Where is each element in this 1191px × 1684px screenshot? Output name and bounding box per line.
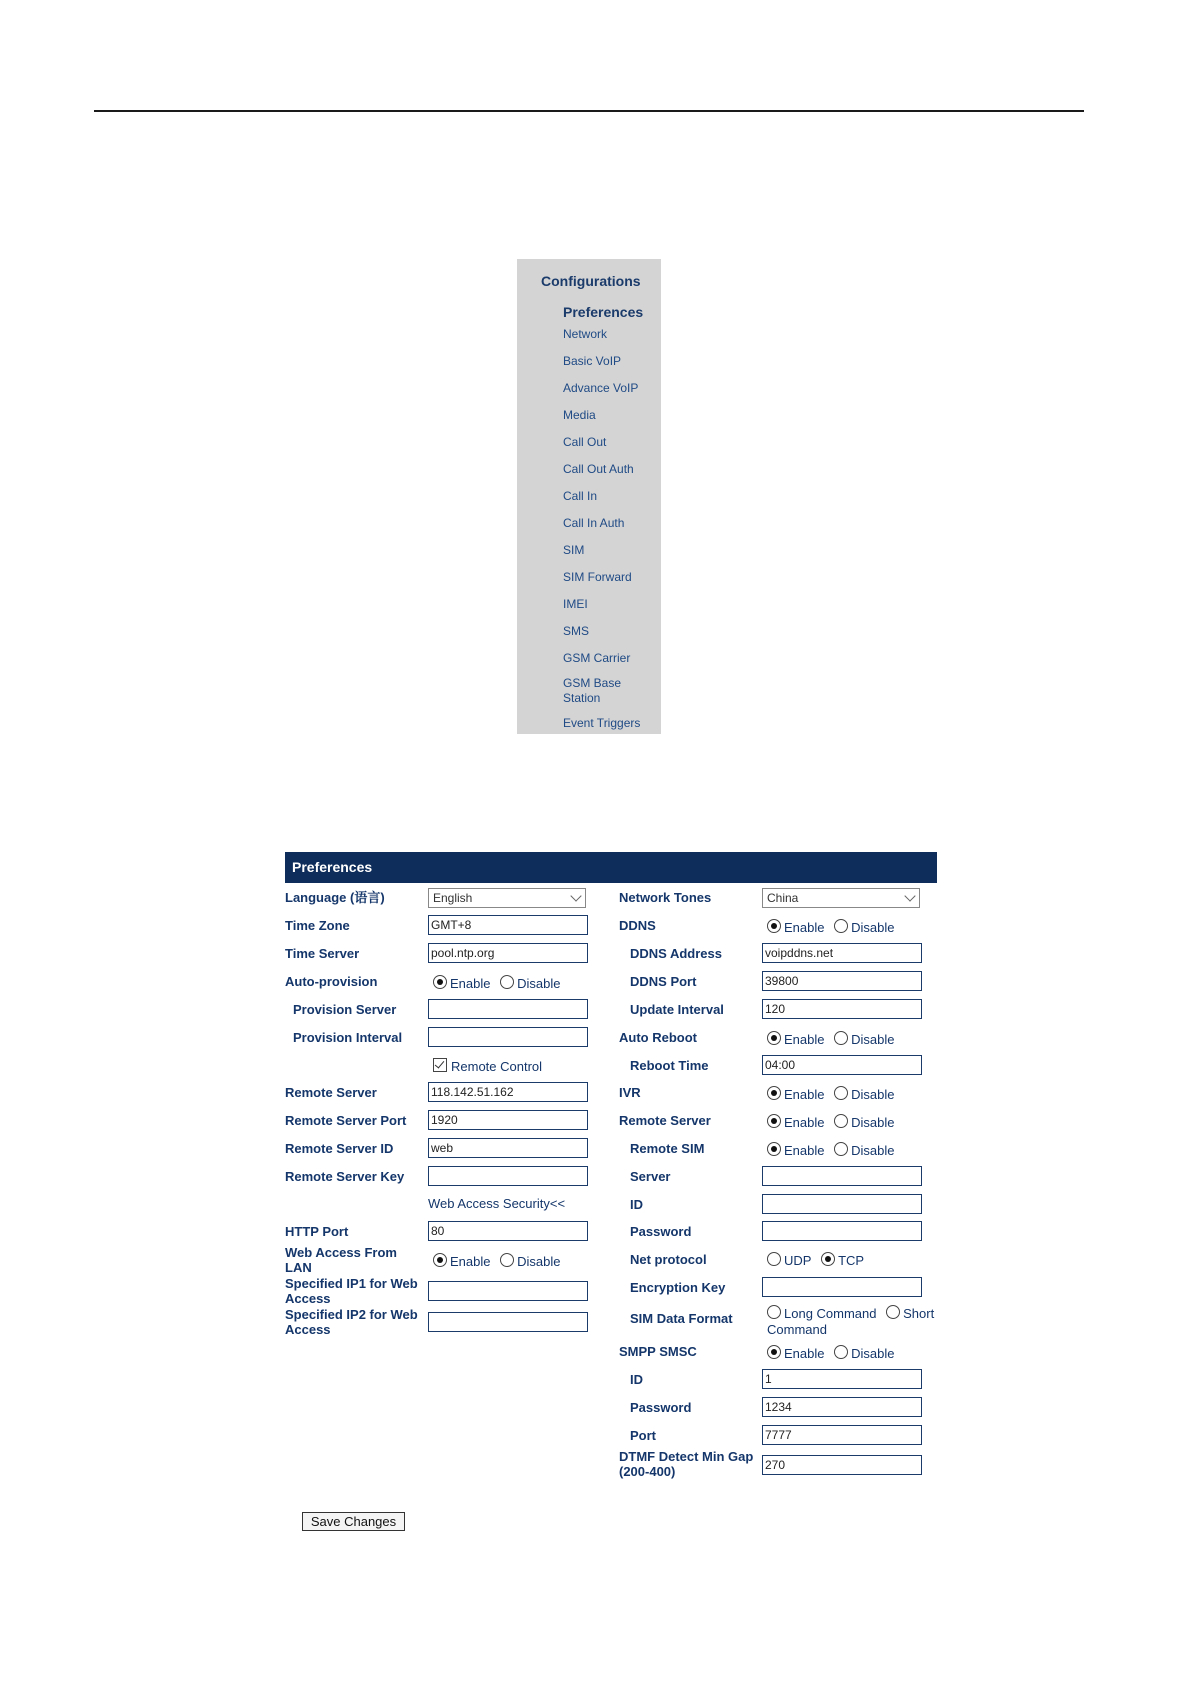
provision-interval-input[interactable] [428, 1027, 588, 1047]
radio-label: Enable [450, 1254, 491, 1269]
radio-label: Disable [851, 1032, 895, 1047]
sim-data-format-label: SIM Data Format [630, 1311, 733, 1326]
ddns-radios [767, 919, 900, 935]
ddns-label: DDNS [619, 918, 656, 933]
smpp-smsc-enable-radio[interactable] [767, 1345, 781, 1359]
remote-server-key-label: Remote Server Key [285, 1169, 405, 1184]
remote-server-port-input[interactable] [428, 1110, 588, 1130]
radio-label: Enable [784, 1032, 825, 1047]
menu-item-gsm-carrier[interactable]: GSM Carrier [563, 651, 631, 665]
web-access-security-link[interactable]: Web Access Security<< [428, 1196, 566, 1211]
update-interval-input[interactable] [762, 999, 922, 1019]
smpp-smsc-label: SMPP SMSC [619, 1344, 697, 1359]
auto-provision-radios [433, 975, 566, 991]
provision-server-label: Provision Server [293, 1002, 397, 1017]
chevron-down-icon [570, 890, 581, 901]
radio-label: Enable [784, 920, 825, 935]
web-access-lan-enable-radio[interactable] [433, 1253, 447, 1267]
remote-control-label: Remote Control [451, 1059, 543, 1074]
menu-item-call-in[interactable]: Call In [563, 489, 598, 503]
menu-item-gsm-base-station[interactable]: GSM Base Station [563, 676, 622, 705]
reboot-time-label: Reboot Time [630, 1058, 709, 1073]
menu-item-call-out[interactable]: Call Out [563, 435, 607, 449]
remote-server-label: Remote Server [285, 1085, 377, 1100]
server-input[interactable] [762, 1166, 922, 1186]
radio-label: Long Command [784, 1306, 877, 1321]
config-menu [517, 259, 661, 734]
radio-label: Enable [784, 1143, 825, 1158]
ddns-enable-radio[interactable] [767, 919, 781, 933]
radio-label: Disable [851, 920, 895, 935]
auto-reboot-radios [767, 1031, 900, 1047]
smpp-port-label: Port [630, 1428, 656, 1443]
ip2-label: Specified IP2 for Web Access [285, 1307, 418, 1337]
remote-server-id-input[interactable] [428, 1138, 588, 1158]
remote-control-checkbox-row[interactable] [433, 1058, 542, 1074]
auto-provision-disable-radio[interactable] [500, 975, 514, 989]
ip1-input[interactable] [428, 1281, 588, 1301]
remote-control-checkbox[interactable] [433, 1058, 447, 1072]
save-changes-button[interactable]: Save Changes [302, 1512, 405, 1531]
ivr-enable-radio[interactable] [767, 1086, 781, 1100]
menu-item-advance-voip[interactable]: Advance VoIP [563, 381, 639, 395]
menu-item-sms[interactable]: SMS [563, 624, 590, 638]
smpp-id-input[interactable] [762, 1369, 922, 1389]
time-zone-label: Time Zone [285, 918, 350, 933]
web-access-lan-label: Web Access From LAN [285, 1245, 397, 1275]
language-value: English [433, 891, 473, 905]
ivr-radios [767, 1086, 900, 1102]
web-access-lan-disable-radio[interactable] [500, 1253, 514, 1267]
radio-label: Enable [784, 1346, 825, 1361]
smpp-smsc-radios [767, 1345, 900, 1361]
remote-server-radios [767, 1114, 900, 1130]
remote-server-port-label: Remote Server Port [285, 1113, 407, 1128]
menu-item-sim-forward[interactable]: SIM Forward [563, 570, 632, 584]
preferences-title: Preferences [292, 859, 373, 875]
radio-label: Command [767, 1322, 827, 1337]
ddns-port-label: DDNS Port [630, 974, 697, 989]
preferences-header [285, 852, 937, 883]
network-tones-label: Network Tones [619, 890, 712, 905]
ivr-label: IVR [619, 1085, 641, 1100]
ip2-input[interactable] [428, 1312, 588, 1332]
smpp-password-input[interactable] [762, 1397, 922, 1417]
smpp-port-input[interactable] [762, 1425, 922, 1445]
password-label: Password [630, 1224, 692, 1239]
auto-reboot-disable-radio[interactable] [834, 1031, 848, 1045]
remote-server-right-label: Remote Server [619, 1113, 711, 1128]
radio-label: Enable [784, 1115, 825, 1130]
net-protocol-radios [767, 1252, 870, 1268]
remote-server-key-input[interactable] [428, 1166, 588, 1186]
http-port-label: HTTP Port [285, 1224, 349, 1239]
net-protocol-tcp-radio[interactable] [821, 1252, 835, 1266]
radio-label: Disable [851, 1087, 895, 1102]
dtmf-gap-input[interactable] [762, 1455, 922, 1475]
ivr-disable-radio[interactable] [834, 1086, 848, 1100]
id-input[interactable] [762, 1194, 922, 1214]
ddns-address-label: DDNS Address [630, 946, 722, 961]
encryption-key-label: Encryption Key [630, 1280, 726, 1295]
auto-reboot-enable-radio[interactable] [767, 1031, 781, 1045]
menu-item-sim[interactable]: SIM [563, 543, 585, 557]
radio-label: Disable [517, 976, 561, 991]
remote-server-enable-radio[interactable] [767, 1114, 781, 1128]
sim-data-format-short-radio[interactable] [886, 1305, 900, 1319]
menu-items [563, 321, 661, 737]
remote-sim-label: Remote SIM [630, 1141, 705, 1156]
radio-label: Enable [450, 976, 491, 991]
dtmf-gap-label: DTMF Detect Min Gap (200-400) [619, 1449, 754, 1479]
remote-sim-disable-radio[interactable] [834, 1142, 848, 1156]
remote-server-disable-radio[interactable] [834, 1114, 848, 1128]
http-port-input[interactable] [428, 1221, 588, 1241]
ddns-address-input[interactable] [762, 943, 922, 963]
radio-label: UDP [784, 1253, 812, 1268]
encryption-key-input[interactable] [762, 1277, 922, 1297]
menu-item-basic-voip[interactable]: Basic VoIP [563, 354, 622, 368]
smpp-password-label: Password [630, 1400, 692, 1415]
menu-item-network[interactable]: Network [563, 327, 608, 341]
menu-item-media[interactable]: Media [563, 408, 596, 422]
server-label: Server [630, 1169, 671, 1184]
menu-title: Configurations [541, 273, 641, 289]
menu-item-call-out-auth[interactable]: Call Out Auth [563, 462, 634, 476]
menu-item-imei[interactable]: IMEI [563, 597, 588, 611]
ip1-label: Specified IP1 for Web Access [285, 1276, 418, 1306]
remote-server-input[interactable] [428, 1082, 588, 1102]
auto-reboot-label: Auto Reboot [619, 1030, 697, 1045]
radio-label: Enable [784, 1087, 825, 1102]
ddns-disable-radio[interactable] [834, 919, 848, 933]
radio-label: TCP [838, 1253, 865, 1268]
net-protocol-udp-radio[interactable] [767, 1252, 781, 1266]
id-label: ID [630, 1197, 643, 1212]
language-label: Language (语言) [285, 890, 385, 905]
ddns-port-input[interactable] [762, 971, 922, 991]
smpp-smsc-disable-radio[interactable] [834, 1345, 848, 1359]
radio-label: Disable [851, 1346, 895, 1361]
smpp-id-label: ID [630, 1372, 643, 1387]
time-server-label: Time Server [285, 946, 360, 961]
language-select[interactable] [428, 888, 586, 908]
network-tones-value: China [767, 891, 799, 905]
update-interval-label: Update Interval [630, 1002, 724, 1017]
radio-label: Disable [851, 1115, 895, 1130]
provision-interval-label: Provision Interval [293, 1030, 403, 1045]
password-input[interactable] [762, 1221, 922, 1241]
network-tones-select[interactable] [762, 888, 920, 908]
radio-label: Disable [517, 1254, 561, 1269]
remote-sim-enable-radio[interactable] [767, 1142, 781, 1156]
auto-provision-label: Auto-provision [285, 974, 378, 989]
net-protocol-label: Net protocol [630, 1252, 707, 1267]
menu-item-preferences[interactable]: Preferences [563, 304, 644, 320]
remote-server-id-label: Remote Server ID [285, 1141, 394, 1156]
remote-sim-radios [767, 1142, 900, 1158]
radio-label: Short [903, 1306, 935, 1321]
chevron-down-icon [904, 890, 915, 901]
radio-label: Disable [851, 1143, 895, 1158]
menu-item-call-in-auth[interactable]: Call In Auth [563, 516, 625, 530]
auto-provision-enable-radio[interactable] [433, 975, 447, 989]
web-access-lan-radios [433, 1253, 566, 1269]
reboot-time-input[interactable] [762, 1055, 922, 1075]
time-server-input[interactable] [428, 943, 588, 963]
provision-server-input[interactable] [428, 999, 588, 1019]
menu-item-event-triggers[interactable]: Event Triggers [563, 716, 641, 730]
top-rule [94, 110, 1084, 112]
time-zone-input[interactable] [428, 915, 588, 935]
sim-data-format-radios [767, 1305, 934, 1338]
sim-data-format-long-radio[interactable] [767, 1305, 781, 1319]
